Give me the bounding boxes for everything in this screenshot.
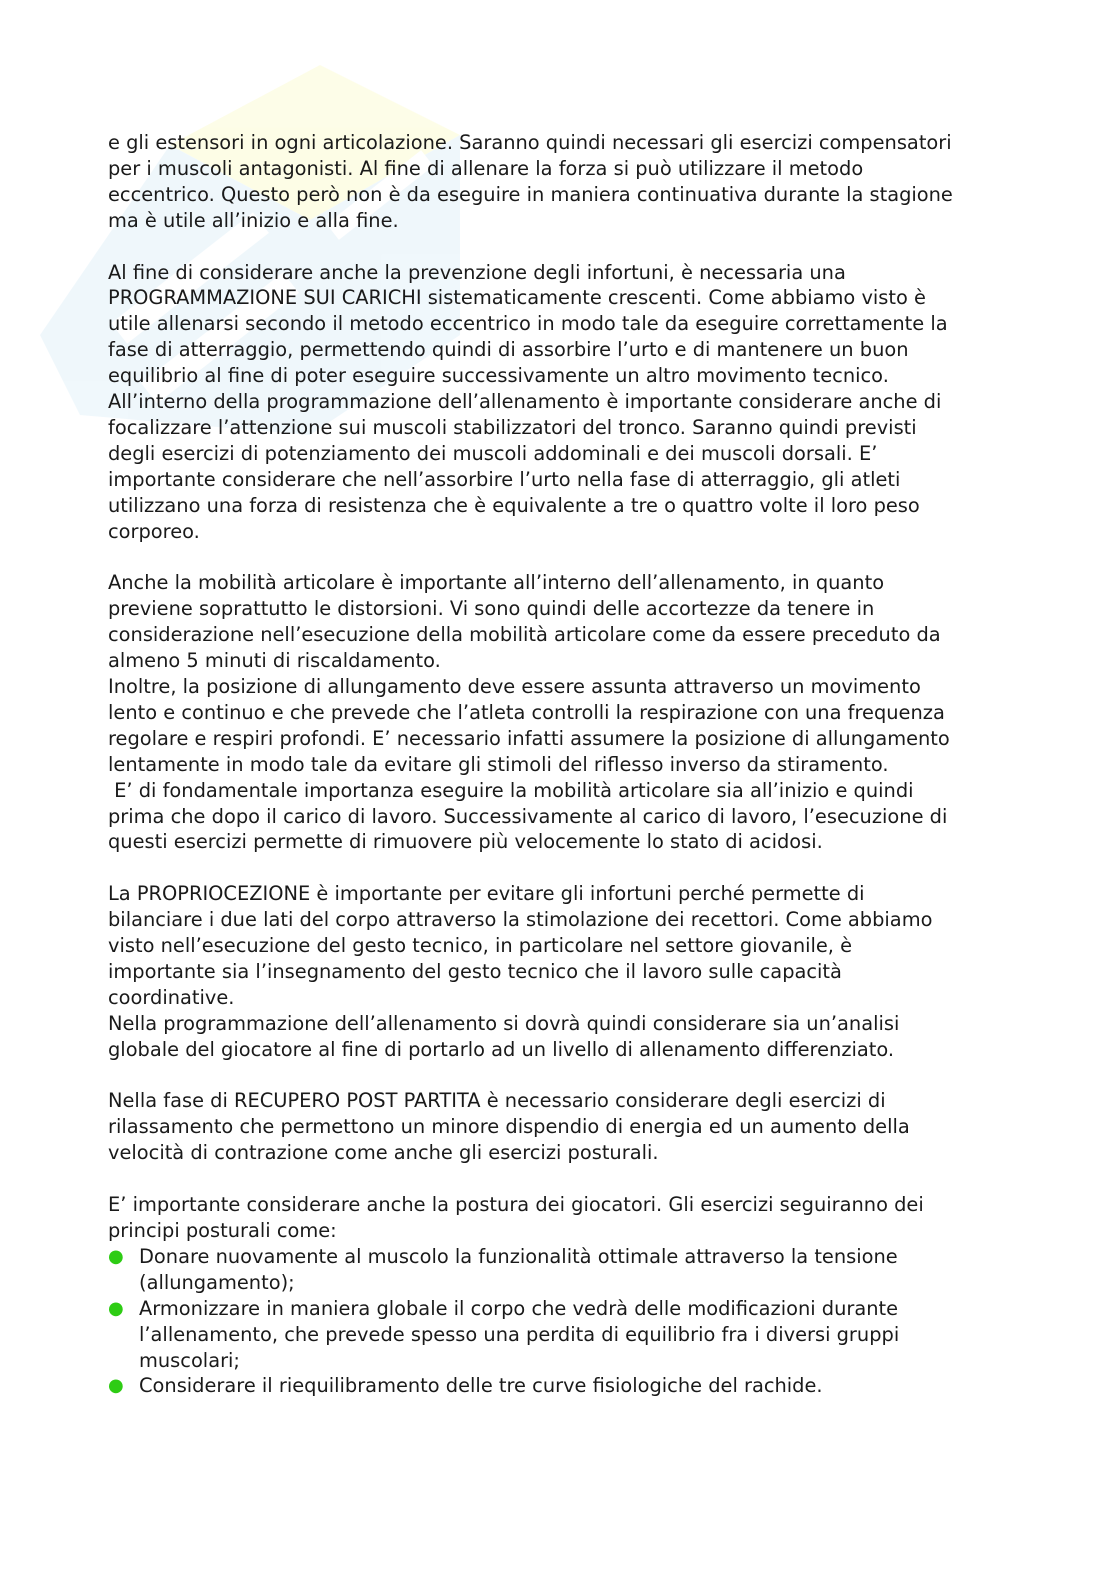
- text-line: E’ importante considerare anche la postura dei giocatori. Gli esercizi seguiranno dei: [108, 1193, 924, 1217]
- text-line: La PROPRIOCEZIONE è importante per evitare gli infortuni perché permette di: [108, 882, 865, 906]
- text-line: fase di atterraggio, permettendo quindi di assorbire l’urto e di mantenere un buon: [108, 338, 909, 362]
- list-item: [108, 1373, 1008, 1399]
- text-line: e gli estensori in ogni articolazione. Saranno quindi necessari gli esercizi compensatori: [108, 131, 952, 154]
- text-line: utilizzano una forza di resistenza che è equivalente a tre o quattro volte il loro peso: [108, 493, 920, 517]
- text-line: considerazione nell’esecuzione della mobilità articolare come da essere preceduto da: [108, 623, 941, 647]
- text-line: Nella programmazione dell’allenamento si dovrà quindi considerare sia un’analisi: [108, 1011, 900, 1035]
- text-line: equilibrio al fine di poter eseguire successivamente un altro movimento tecnico.: [108, 364, 889, 388]
- text-line: previene soprattutto le distorsioni. Vi sono quindi delle accortezze da tenere in: [108, 597, 875, 621]
- text-line: regolare e respiri profondi. E’ necessario infatti assumere la posizione di allungamento: [108, 726, 950, 750]
- text-line: globale del giocatore al fine di portarlo ad un livello di allenamento differenziato.: [108, 1037, 895, 1061]
- text-line: Anche la mobilità articolare è importante all’interno dell’allenamento, in quanto: [108, 571, 885, 595]
- text-line: ma è utile all’inizio e alla fine.: [108, 208, 399, 232]
- text-line: bilanciare i due lati del corpo attraverso la stimolazione dei recettori. Come abbiamo: [108, 908, 933, 932]
- paragraph-3: [108, 570, 1008, 855]
- text-line: corporeo.: [108, 519, 200, 543]
- text-line: questi esercizi permette di rimuovere più velocemente lo stato di acidosi.: [108, 830, 823, 854]
- paragraph-2: [108, 260, 1008, 545]
- text-line: utile allenarsi secondo il metodo eccentrico in modo tale da eseguire correttamente la: [108, 312, 948, 336]
- text-line: per i muscoli antagonisti. Al fine di allenare la forza si può utilizzare il metodo: [108, 156, 864, 180]
- paragraph-gap: [108, 855, 1008, 881]
- text-line: Considerare il riequilibramento delle tre curve fisiologiche del rachide.: [139, 1374, 823, 1398]
- text-line: lento e continuo e che prevede che l’atleta controlli la respirazione con una frequenza: [108, 700, 945, 724]
- paragraph-6: [108, 1192, 1008, 1244]
- text-line: principi posturali come:: [108, 1218, 337, 1242]
- text-line: l’allenamento, che prevede spesso una perdita di equilibrio fra i diversi gruppi: [139, 1322, 900, 1346]
- paragraph-4: [108, 881, 1008, 1062]
- paragraph-1: [108, 130, 1008, 234]
- paragraph-gap: [108, 1063, 1008, 1089]
- text-line: almeno 5 minuti di riscaldamento.: [108, 649, 441, 673]
- paragraph-gap: [108, 1166, 1008, 1192]
- text-line: Inoltre, la posizione di allungamento deve essere assunta attraverso un movimento: [108, 675, 921, 698]
- bullet-dot-icon: ●: [108, 1375, 124, 1397]
- bullet-dot-icon: ●: [108, 1245, 124, 1267]
- text-line: importante sia l’insegnamento del gesto tecnico che il lavoro sulle capacità: [108, 959, 842, 983]
- text-line: prima che dopo il carico di lavoro. Successivamente al carico di lavoro, l’esecuzione di: [108, 804, 948, 828]
- text-line: eccentrico. Questo però non è da eseguire in maniera continuativa durante la stagione: [108, 182, 953, 206]
- text-line: Al fine di considerare anche la prevenzione degli infortuni, è necessaria una: [108, 260, 846, 284]
- list-item: [108, 1244, 1008, 1296]
- text-line: PROGRAMMAZIONE SUI CARICHI sistematicamente crescenti. Come abbiamo visto è: [108, 286, 926, 310]
- text-line: E’ di fondamentale importanza eseguire la mobilità articolare sia all’inizio e quindi: [108, 778, 914, 802]
- paragraph-gap: [108, 234, 1008, 260]
- text-line: visto nell’esecuzione del gesto tecnico, in particolare nel settore giovanile, è: [108, 934, 853, 958]
- text-line: degli esercizi di potenziamento dei muscoli addominali e dei muscoli dorsali. E’: [108, 441, 878, 465]
- text-line: (allungamento);: [139, 1270, 295, 1294]
- text-line: importante considerare che nell’assorbire l’urto nella fase di atterraggio, gli atleti: [108, 467, 901, 491]
- text-line: Nella fase di RECUPERO POST PARTITA è necessario considerare degli esercizi di: [108, 1089, 886, 1113]
- bullet-list: [108, 1244, 1008, 1399]
- text-line: rilassamento che permettono un minore dispendio di energia ed un aumento della: [108, 1115, 910, 1139]
- list-item: [108, 1296, 1008, 1374]
- paragraph-gap: [108, 544, 1008, 570]
- text-line: All’interno della programmazione dell’allenamento è importante considerare anche di: [108, 390, 942, 414]
- text-line: Donare nuovamente al muscolo la funzionalità ottimale attraverso la tensione: [139, 1244, 898, 1268]
- text-line: coordinative.: [108, 985, 235, 1009]
- bullet-dot-icon: ●: [108, 1297, 124, 1319]
- page-content: [108, 130, 1008, 1399]
- text-line: Armonizzare in maniera globale il corpo che vedrà delle modificazioni durante: [139, 1296, 899, 1320]
- text-line: focalizzare l’attenzione sui muscoli stabilizzatori del tronco. Saranno quindi previsti: [108, 415, 917, 439]
- text-line: velocità di contrazione come anche gli esercizi posturali.: [108, 1141, 659, 1165]
- paragraph-5: [108, 1088, 1008, 1166]
- text-line: lentamente in modo tale da evitare gli stimoli del riflesso inverso da stiramento.: [108, 752, 889, 776]
- text-line: muscolari;: [139, 1348, 240, 1372]
